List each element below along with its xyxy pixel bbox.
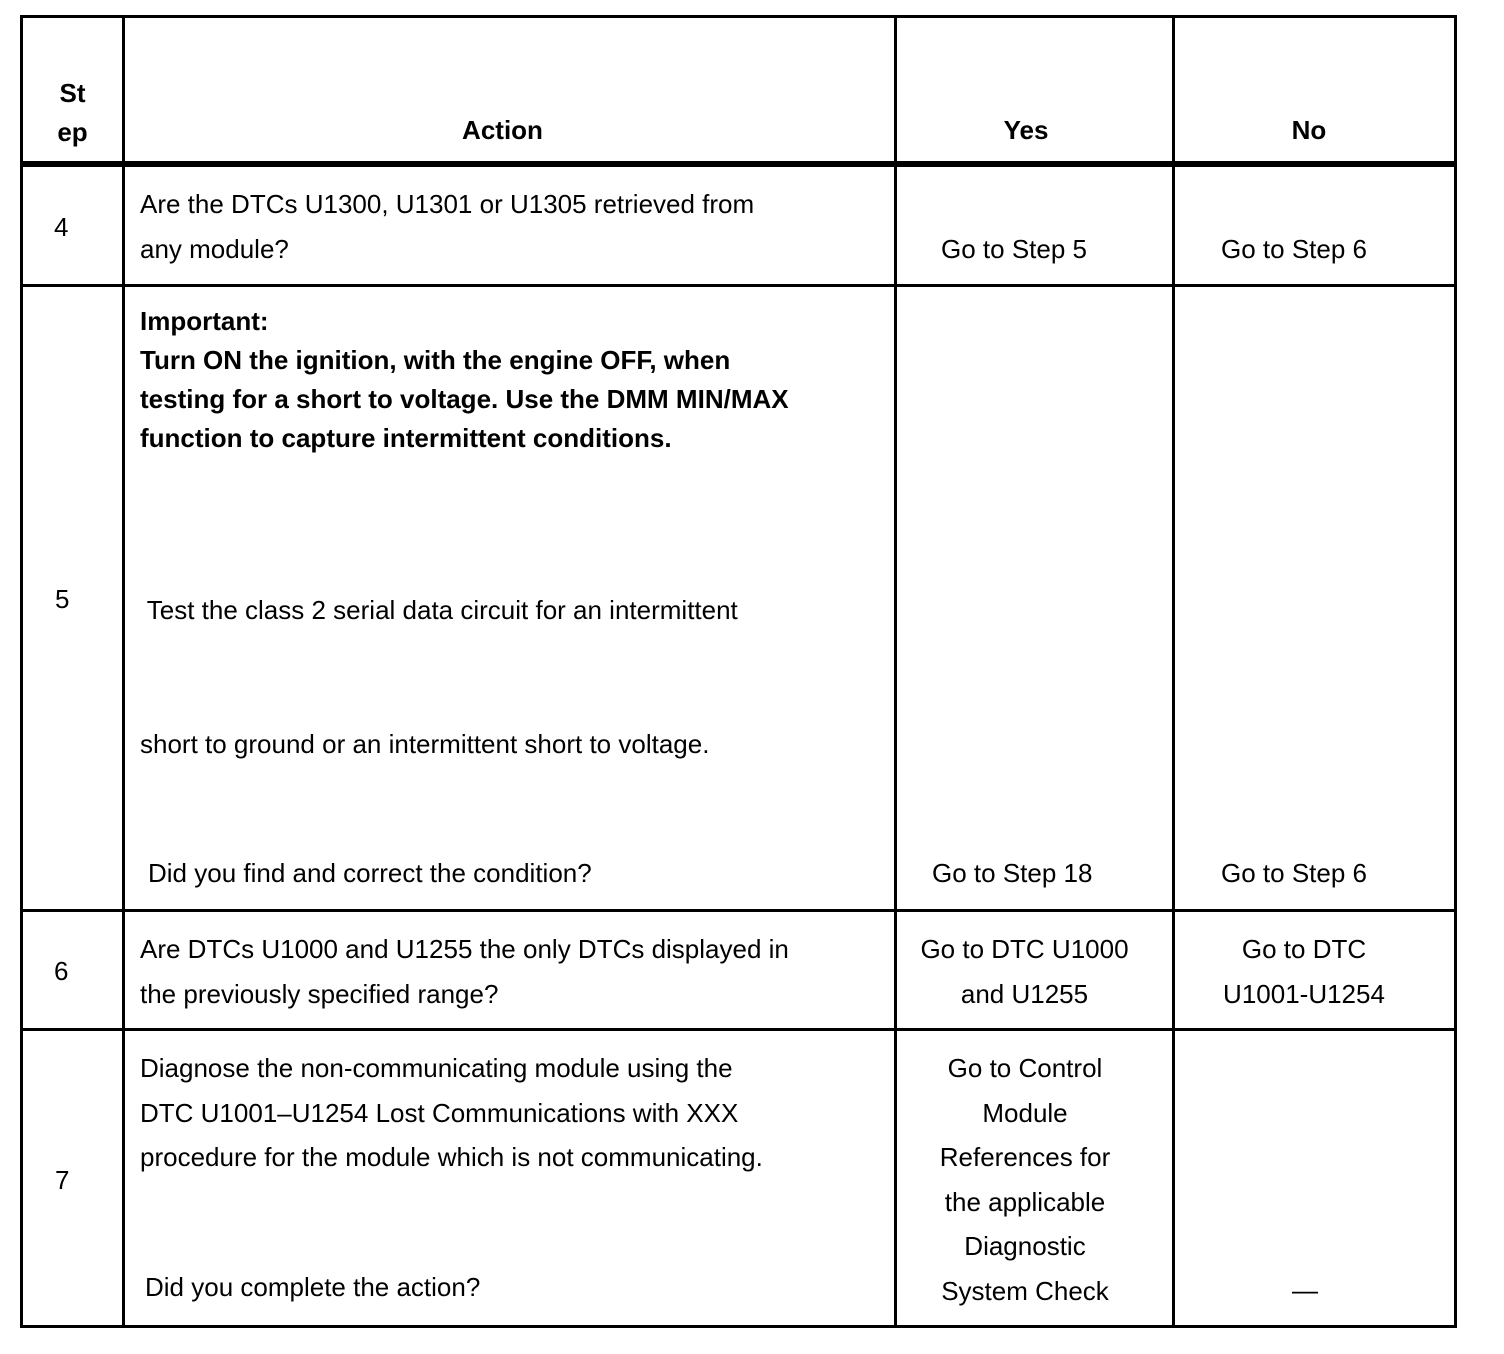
header-step-line1: St: [59, 78, 86, 108]
important-label: Important:: [140, 306, 269, 336]
table-row-divider: [20, 909, 1457, 912]
action-text: Are DTCs U1000 and U1255 the only DTCs displayed in the previously specified range?: [140, 934, 789, 1009]
yes-result: Go to Step 18: [932, 858, 1093, 888]
yes-result: Go to Step 5: [941, 234, 1087, 264]
table-header-divider: [20, 161, 1457, 167]
step-number: 7: [55, 1165, 70, 1195]
table-column-divider: [122, 15, 125, 1328]
step-number: 5: [55, 584, 70, 614]
yes-result: Go to DTC U1000 and U1255: [920, 934, 1129, 1009]
question-text: Did you complete the action?: [145, 1272, 481, 1302]
yes-result: Go to Control Module References for the applicable Diagnostic System Check: [939, 1053, 1111, 1306]
header-no: No: [1291, 115, 1327, 145]
action-text: Diagnose the non-communicating module using the DTC U1001–U1254 Lost Communications with XXX procedure for the module which is not communicating.: [140, 1053, 763, 1172]
step-number: 4: [54, 212, 69, 242]
question-text: Did you find and correct the condition?: [148, 858, 592, 888]
important-note: Important: Turn ON the ignition, with the engine OFF, when testing for a short to voltage. Use the DMM MIN/MAX function to capture intermittent conditions.: [140, 302, 789, 458]
header-yes: Yes: [1003, 115, 1049, 145]
action-text: Test the class 2 serial data circuit for an intermittent short to ground or an intermittent short to voltage.: [140, 595, 738, 759]
table-border-left: [20, 15, 23, 1328]
table-column-divider: [1172, 15, 1175, 1328]
header-action: Action: [462, 115, 543, 145]
no-result: —: [1292, 1275, 1318, 1305]
header-step: [23, 74, 122, 152]
step-number: 6: [54, 956, 69, 986]
table-border-right: [1454, 15, 1457, 1328]
table-row-divider: [20, 1028, 1457, 1031]
action-text: Are the DTCs U1300, U1301 or U1305 retrieved from any module?: [140, 189, 755, 264]
table-border-bottom: [20, 1325, 1457, 1328]
table-row-divider: [20, 284, 1457, 287]
header-step-line2: ep: [57, 117, 88, 147]
no-result: Go to Step 6: [1221, 234, 1367, 264]
no-result: Go to Step 6: [1221, 858, 1367, 888]
table-border-top: [20, 15, 1457, 18]
no-result: Go to DTC U1001-U1254: [1223, 934, 1385, 1009]
